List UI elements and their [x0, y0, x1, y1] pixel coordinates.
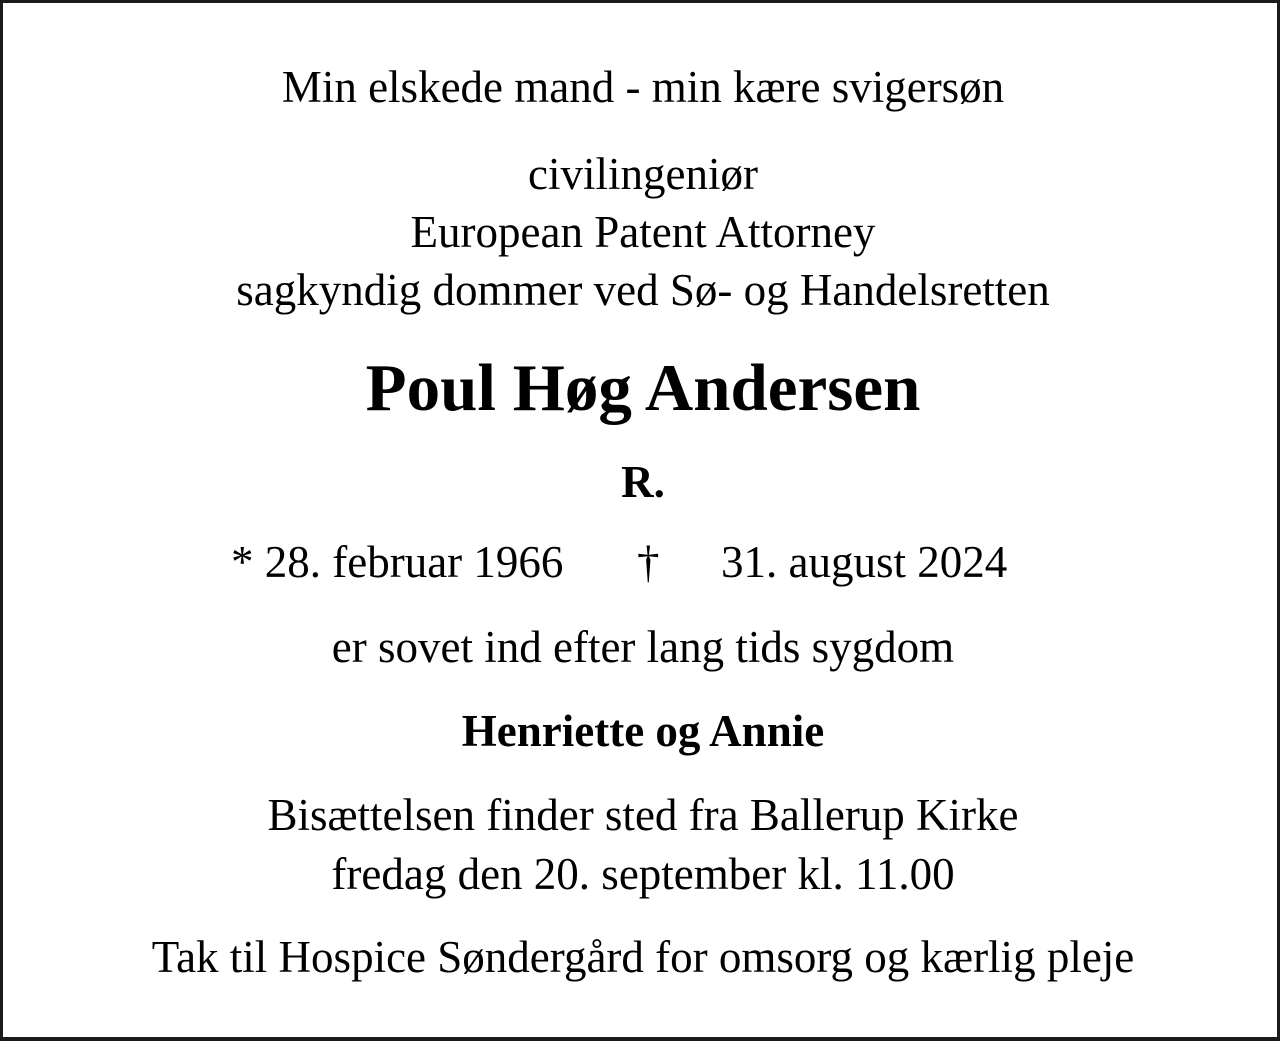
family-names: Henriette og Annie [461, 706, 825, 756]
title-line-2: European Patent Attorney [410, 207, 876, 257]
title-line-3: sagkyndig dommer ved Sø- og Handelsretten [236, 265, 1050, 315]
honor-mark: R. [621, 457, 665, 507]
death-date: 31. august 2024 [721, 537, 1008, 587]
dagger-symbol: † [637, 537, 660, 587]
birth-date: * 28. februar 1966 [231, 537, 564, 587]
funeral-line-2: fredag den 20. september kl. 11.00 [331, 849, 955, 899]
opening-line: Min elskede mand - min kære svigersøn [281, 62, 1005, 112]
funeral-line-1: Bisættelsen finder sted fra Ballerup Kirke [267, 790, 1019, 840]
dates-row [3, 537, 1280, 590]
deceased-name: Poul Høg Andersen [365, 351, 921, 425]
title-line-1: civilingeniør [528, 149, 758, 199]
thanks-line: Tak til Hospice Søndergård for omsorg og kærlig pleje [151, 932, 1135, 982]
passing-message: er sovet ind efter lang tids sygdom [331, 622, 955, 672]
